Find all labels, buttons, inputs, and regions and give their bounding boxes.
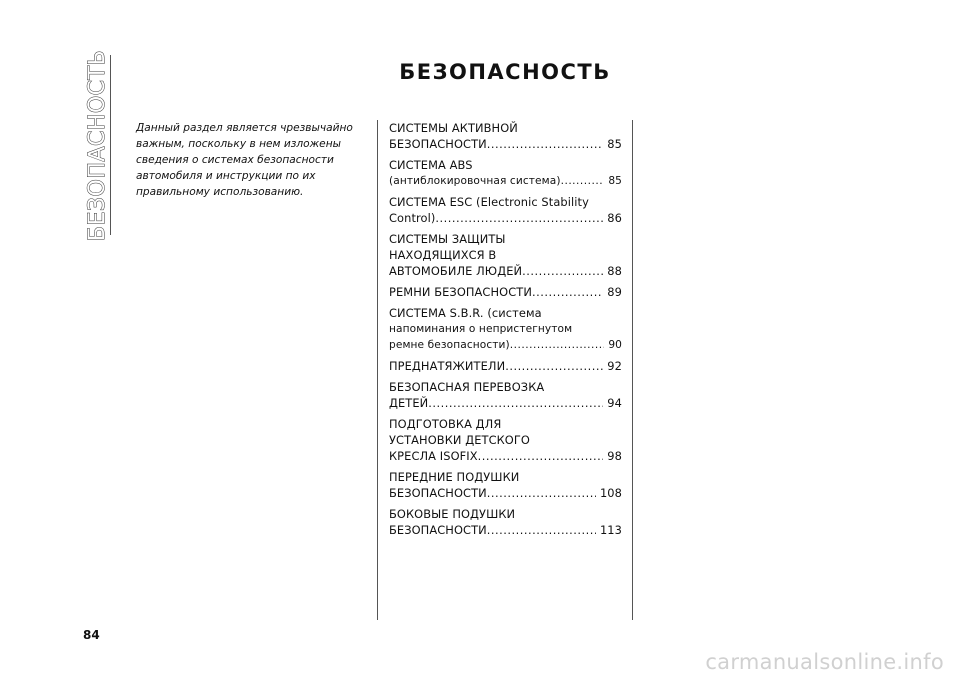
toc-leader-dots: [522, 263, 603, 279]
toc-page-number: 113: [599, 523, 622, 537]
toc-page-number: 98: [607, 449, 622, 463]
toc-leader-dots: [561, 173, 605, 189]
toc-entry-text: БЕЗОПАСНОСТИ: [389, 523, 487, 537]
side-tab-divider: [110, 55, 111, 235]
toc-page-number: 89: [607, 285, 622, 299]
toc-entry-text: КРЕСЛА ISOFIX: [389, 449, 478, 463]
toc-entry-text: СИСТЕМА ESC (Electronic Stability: [389, 195, 589, 209]
toc-entry[interactable]: [389, 506, 622, 538]
toc-page-number: 94: [607, 396, 622, 410]
toc-entry-text: НАХОДЯЩИХСЯ В: [389, 248, 497, 262]
toc-entry[interactable]: [389, 120, 622, 152]
toc-entry[interactable]: [389, 157, 622, 189]
toc-entry-text: ПРЕДНАТЯЖИТЕЛИ: [389, 359, 506, 373]
table-of-contents: [389, 120, 622, 543]
intro-line: сведения о системах безопасности: [136, 154, 334, 166]
intro-line: автомобиля и инструкции по их: [136, 170, 316, 182]
side-tab-label: БЕЗОПАСНОСТЬ: [85, 49, 111, 241]
toc-entry[interactable]: [389, 284, 622, 300]
intro-line: правильному использованию.: [136, 186, 304, 198]
toc-entry-text: БЕЗОПАСНАЯ ПЕРЕВОЗКА: [389, 380, 545, 394]
toc-entry-text: БЕЗОПАСНОСТИ: [389, 137, 487, 151]
toc-entry-text: АВТОМОБИЛЕ ЛЮДЕЙ: [389, 264, 523, 278]
toc-page-number: 90: [608, 339, 622, 351]
toc-entry-text: ДЕТЕЙ: [389, 396, 429, 410]
toc-entry-text: СИСТЕМА ABS: [389, 158, 473, 172]
toc-leader-dots: [435, 210, 603, 226]
toc-entry-text: СИСТЕМА S.B.R. (система: [389, 306, 542, 320]
toc-entry-text: РЕМНИ БЕЗОПАСНОСТИ: [389, 285, 532, 299]
page-number: 84: [83, 628, 100, 642]
toc-entry-text: УСТАНОВКИ ДЕТСКОГО: [389, 433, 530, 447]
toc-leader-dots: [487, 522, 596, 538]
toc-entry[interactable]: [389, 379, 622, 411]
intro-line: Данный раздел является чрезвычайно: [136, 122, 353, 134]
toc-page-number: 85: [607, 137, 622, 151]
toc-leader-dots: [510, 337, 605, 353]
toc-page-number: 92: [607, 359, 622, 373]
toc-entry-text: Control): [389, 211, 436, 225]
toc-page-number: 85: [608, 175, 622, 187]
side-tab: [84, 49, 112, 241]
toc-entry[interactable]: [389, 305, 622, 353]
toc-page-number: 108: [599, 486, 622, 500]
column-divider-left: [377, 120, 378, 620]
toc-leader-dots: [487, 485, 596, 501]
toc-entry[interactable]: [389, 416, 622, 464]
page-title: БЕЗОПАСНОСТЬ: [399, 60, 611, 84]
column-divider-right: [632, 120, 633, 620]
intro-paragraph: [136, 120, 366, 200]
toc-entry[interactable]: [389, 358, 622, 374]
toc-entry[interactable]: [389, 469, 622, 501]
toc-page-number: 88: [607, 264, 622, 278]
toc-leader-dots: [532, 284, 603, 300]
toc-leader-dots: [478, 448, 604, 464]
toc-entry-text: ремне безопасности): [389, 339, 510, 351]
watermark: carmanualsonline.info: [705, 650, 944, 674]
toc-leader-dots: [505, 358, 603, 374]
toc-entry-text: СИСТЕМЫ АКТИВНОЙ: [389, 121, 518, 135]
toc-entry-text: БОКОВЫЕ ПОДУШКИ: [389, 507, 516, 521]
toc-entry-text: (антиблокировочная система): [389, 175, 561, 187]
toc-entry[interactable]: [389, 194, 622, 226]
toc-entry[interactable]: [389, 231, 622, 279]
toc-page-number: 86: [607, 211, 622, 225]
toc-entry-text: ПОДГОТОВКА ДЛЯ: [389, 417, 502, 431]
toc-entry-text: напоминания о непристегнутом: [389, 323, 573, 335]
intro-line: важным, поскольку в нем изложены: [136, 138, 341, 150]
toc-entry-text: СИСТЕМЫ ЗАЩИТЫ: [389, 232, 506, 246]
toc-leader-dots: [428, 395, 603, 411]
toc-entry-text: ПЕРЕДНИЕ ПОДУШКИ: [389, 470, 520, 484]
toc-entry-text: БЕЗОПАСНОСТИ: [389, 486, 487, 500]
toc-leader-dots: [487, 136, 604, 152]
